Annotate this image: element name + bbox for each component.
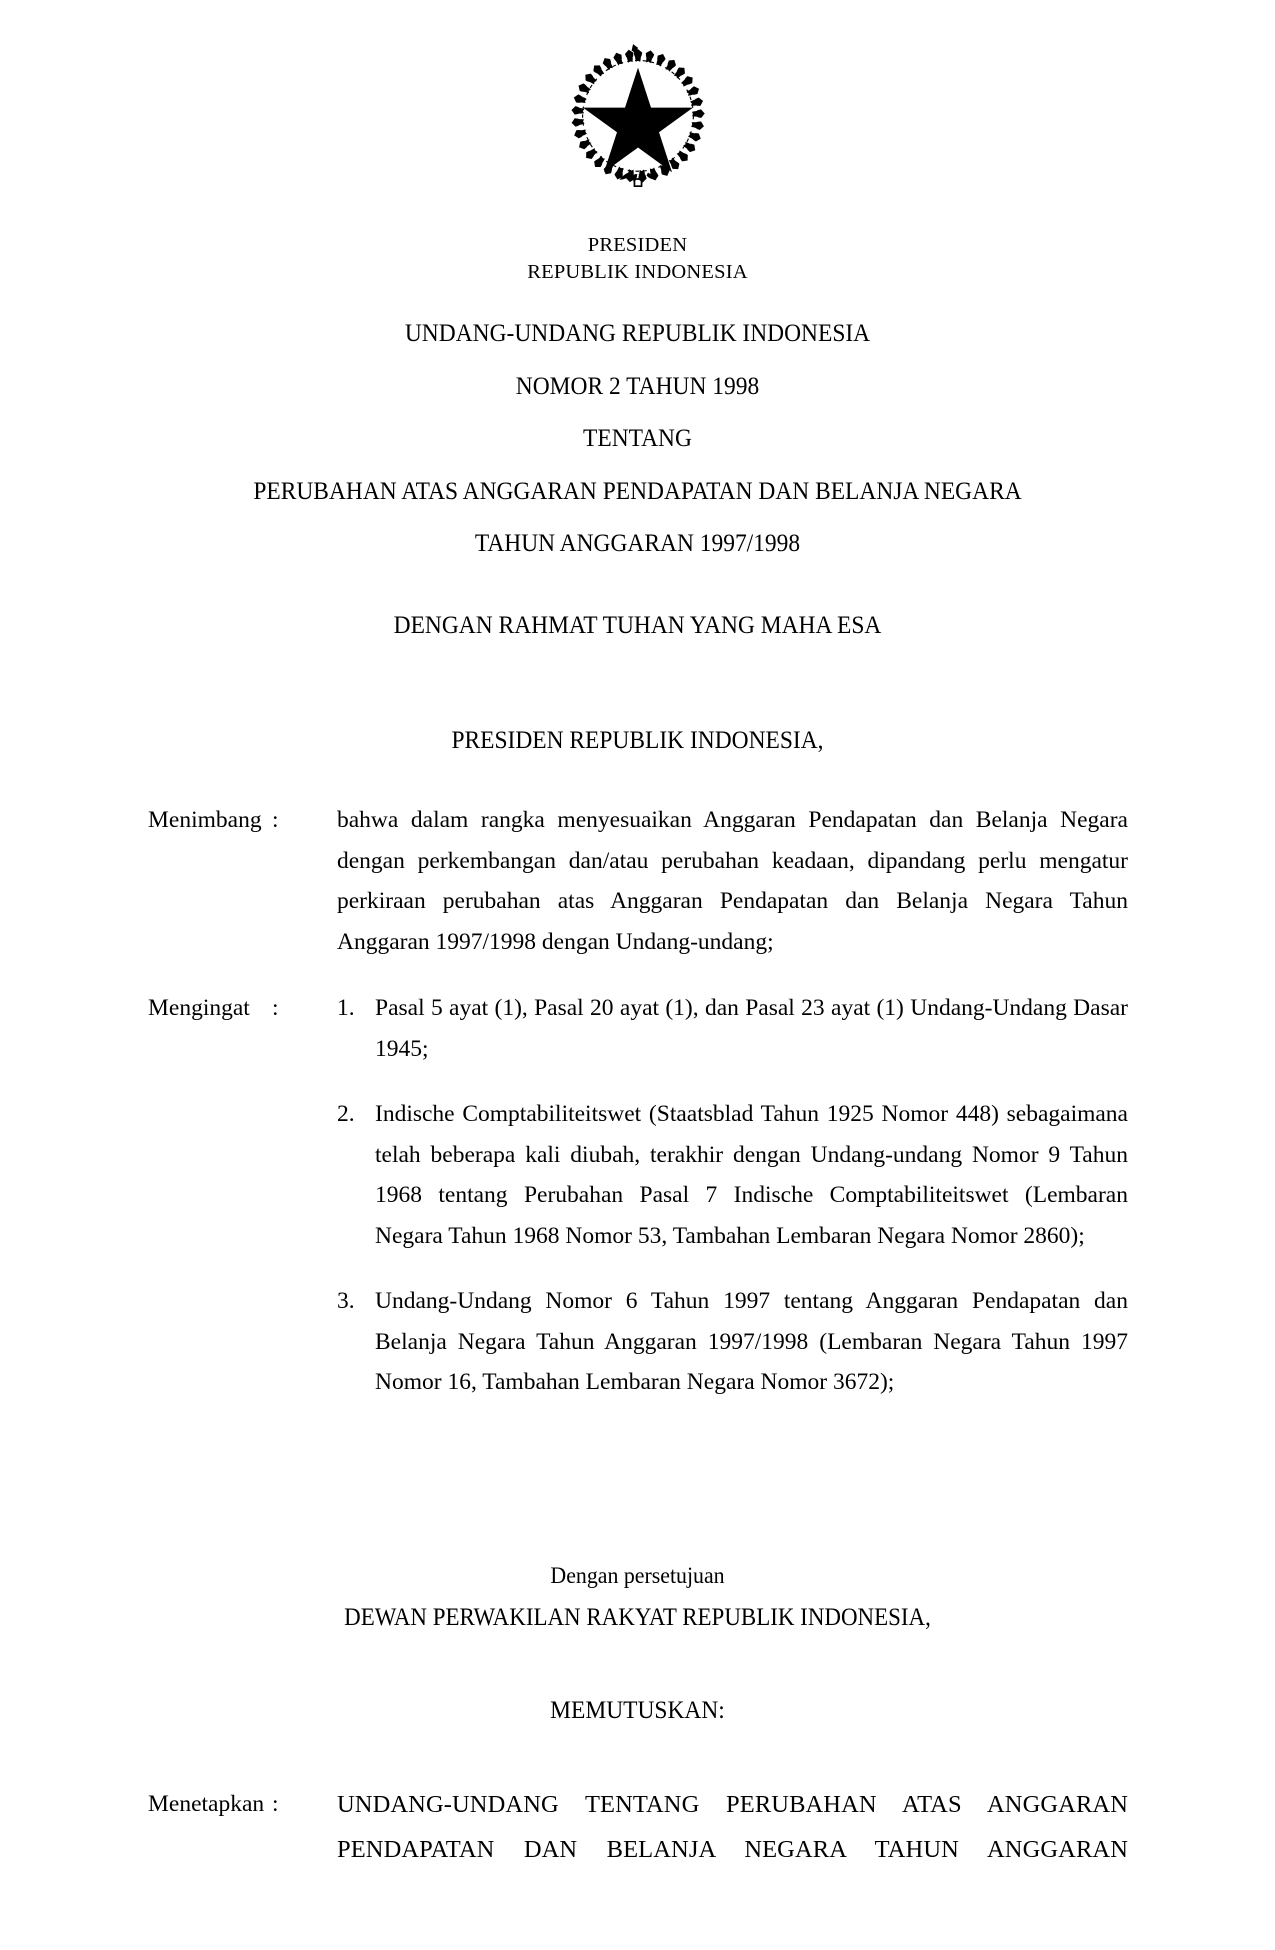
approval-intro: Dengan persetujuan (550, 1563, 725, 1589)
invocation-blessing: DENGAN RAHMAT TUHAN YANG MAHA ESA (393, 610, 882, 639)
emblem-container (0, 42, 1275, 194)
list-item-text: Indische Comptabiliteitswet (Staatsblad Tahun 1925 Nomor 448) sebagaimana telah beberapa kali diubah, terakhir dengan Undang-undang Nomor 9 Tahun 1968 tentang Perubahan Pasal 7 Indische Comptabiliteitswet (Lembaran Negara Tahun 1968 Nomor 53, Tambahan Lembaran Negara Nomor 2860); (375, 1101, 1128, 1249)
invocation-spacer (0, 638, 1275, 727)
approval-body-name: DEWAN PERWAKILAN RAKYAT REPUBLIK INDONESIA, (344, 1601, 931, 1631)
list-item-text: Undang-Undang Nomor 6 Tahun 1997 tentang Anggaran Pendapatan dan Belanja Negara Tahun Anggaran 1997/1998 (Lembaran Negara Tahun 1997 Nomor 16, Tambahan Lembaran Negara Nomor 3672); (375, 1288, 1128, 1395)
document-title-block (0, 320, 1275, 583)
list-item (337, 1281, 1128, 1403)
list-item-number: 2. (337, 1101, 355, 1127)
enacting-colon: : (272, 1791, 279, 1817)
decision-heading: MEMUTUSKAN: (550, 1695, 725, 1724)
recalling-label: Mengingat (148, 995, 250, 1021)
title-law-type: UNDANG-UNDANG REPUBLIK INDONESIA (404, 318, 871, 347)
header-line-presiden: PRESIDEN (587, 234, 688, 256)
enacting-row (148, 1782, 1128, 1917)
recalling-row (148, 988, 1128, 1403)
considering-text: bahwa dalam rangka menyesuaikan Anggaran Pendapatan dan Belanja Negara dengan perkembangan dan/atau perubahan keadaan, dipandang perlu mengatur perkiraan perubahan atas Anggaran Pendapatan dan Belanja Negara Tahun Anggaran 1997/1998 dengan Undang-undang; (337, 807, 1128, 955)
document-header-caption (0, 232, 1275, 285)
considering-body (286, 800, 1128, 962)
list-item (337, 1094, 1128, 1256)
enacting-text: UNDANG-UNDANG TENTANG PERUBAHAN ATAS ANGGARAN PENDAPATAN DAN BELANJA NEGARA TAHUN ANGGARAN (337, 1791, 1128, 1863)
list-item-number: 3. (337, 1288, 355, 1314)
invocation-authority: PRESIDEN REPUBLIK INDONESIA, (451, 724, 824, 754)
list-item-text: Pasal 5 ayat (1), Pasal 20 ayat (1), dan Pasal 23 ayat (1) Undang-Undang Dasar 1945; (375, 995, 1128, 1062)
title-subject: PERUBAHAN ATAS ANGGARAN PENDAPATAN DAN BELANJA NEGARA (253, 475, 1022, 505)
enacting-body (286, 1782, 1128, 1917)
header-line-republik-indonesia: REPUBLIK INDONESIA (527, 260, 748, 283)
title-number: NOMOR 2 TAHUN 1998 (515, 370, 760, 400)
title-about-keyword: TENTANG (583, 423, 692, 452)
list-item-number: 1. (337, 995, 355, 1021)
decision-block (0, 1690, 1275, 1731)
recalling-list (337, 988, 1128, 1403)
recalling-body (286, 988, 1128, 1403)
list-item (337, 988, 1128, 1069)
enacting-label: Menetapkan (148, 1791, 265, 1817)
recalling-colon: : (272, 995, 279, 1021)
approval-block (0, 1556, 1275, 1637)
clauses-section (148, 800, 1128, 1403)
clause-spacer (148, 962, 1128, 988)
considering-colon: : (272, 807, 279, 833)
invocation-block (0, 612, 1275, 752)
presidential-seal-icon (567, 42, 709, 194)
considering-label: Menimbang (148, 807, 262, 833)
considering-row (148, 800, 1128, 962)
enacting-section (148, 1782, 1128, 1917)
title-fiscal-year: TAHUN ANGGARAN 1997/1998 (474, 528, 801, 557)
